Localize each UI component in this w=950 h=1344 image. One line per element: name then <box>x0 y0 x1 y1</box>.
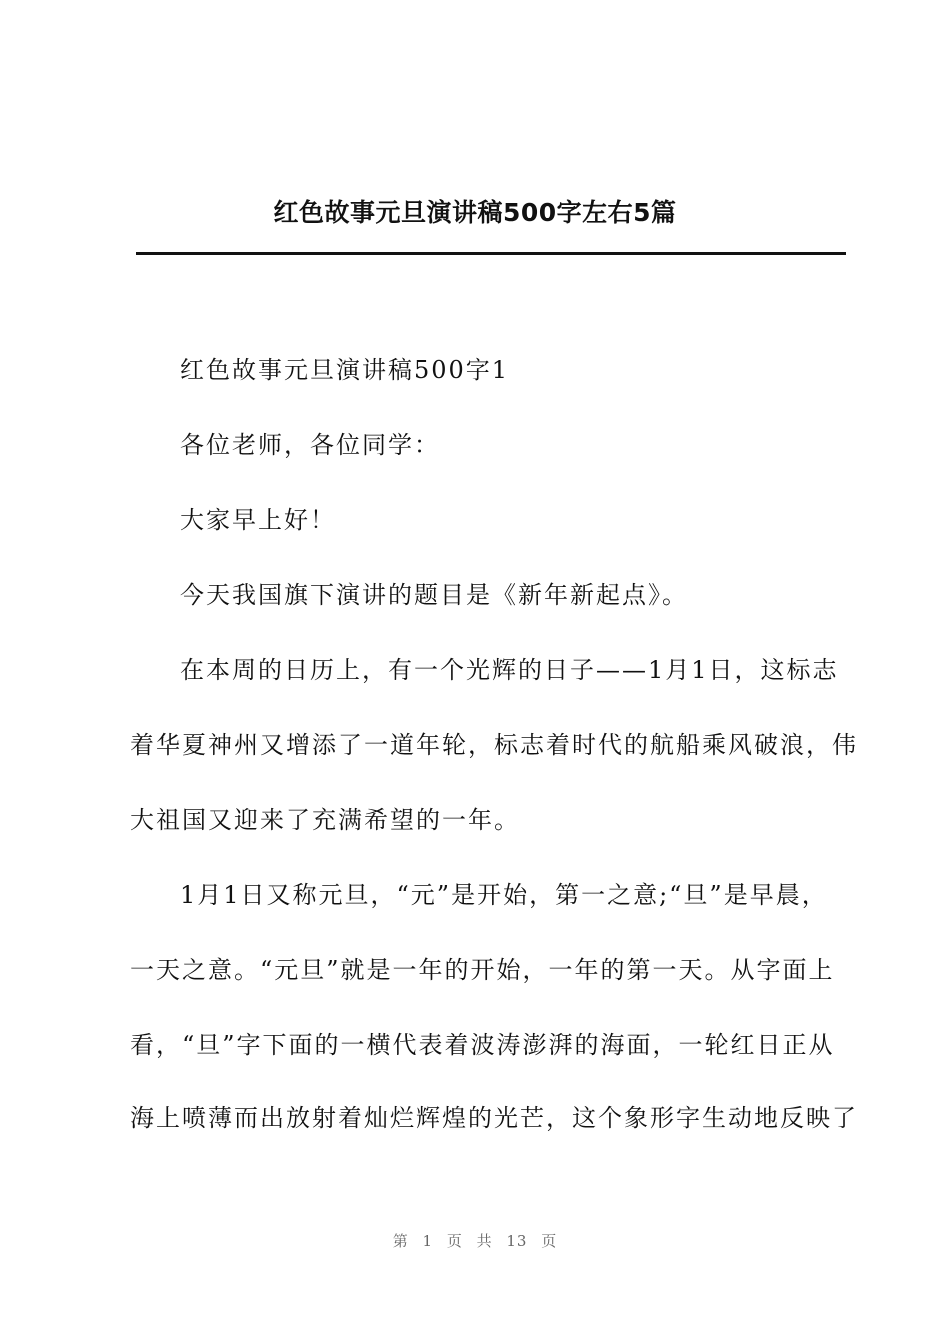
paragraph-line: 今天我国旗下演讲的题目是《新年新起点》。 <box>180 581 688 609</box>
greeting: 大家早上好！ <box>180 506 336 534</box>
paragraph-line: 海上喷薄而出放射着灿烂辉煌的光芒，这个象形字生动地反映了 <box>130 1104 858 1132</box>
section-heading: 红色故事元旦演讲稿500字1 <box>180 356 510 384</box>
salutation: 各位老师，各位同学： <box>180 431 440 459</box>
document-title: 红色故事元旦演讲稿500字左右5篇 <box>273 198 677 227</box>
paragraph-line: 一天之意。“元旦”就是一年的开始，一年的第一天。从字面上 <box>130 956 835 984</box>
paragraph-line: 在本周的日历上，有一个光辉的日子——1月1日，这标志 <box>180 656 839 684</box>
paragraph-line: 大祖国又迎来了充满希望的一年。 <box>130 806 520 834</box>
paragraph-line: 看，“旦”字下面的一横代表着波涛澎湃的海面，一轮红日正从 <box>130 1031 835 1059</box>
title-divider <box>136 252 846 255</box>
paragraph-line: 着华夏神州又增添了一道年轮，标志着时代的航船乘风破浪，伟 <box>130 731 858 759</box>
paragraph-line: 1月1日又称元旦，“元”是开始，第一之意;“旦”是早晨， <box>180 881 828 909</box>
page-number: 第 1 页 共 13 页 <box>392 1232 558 1250</box>
